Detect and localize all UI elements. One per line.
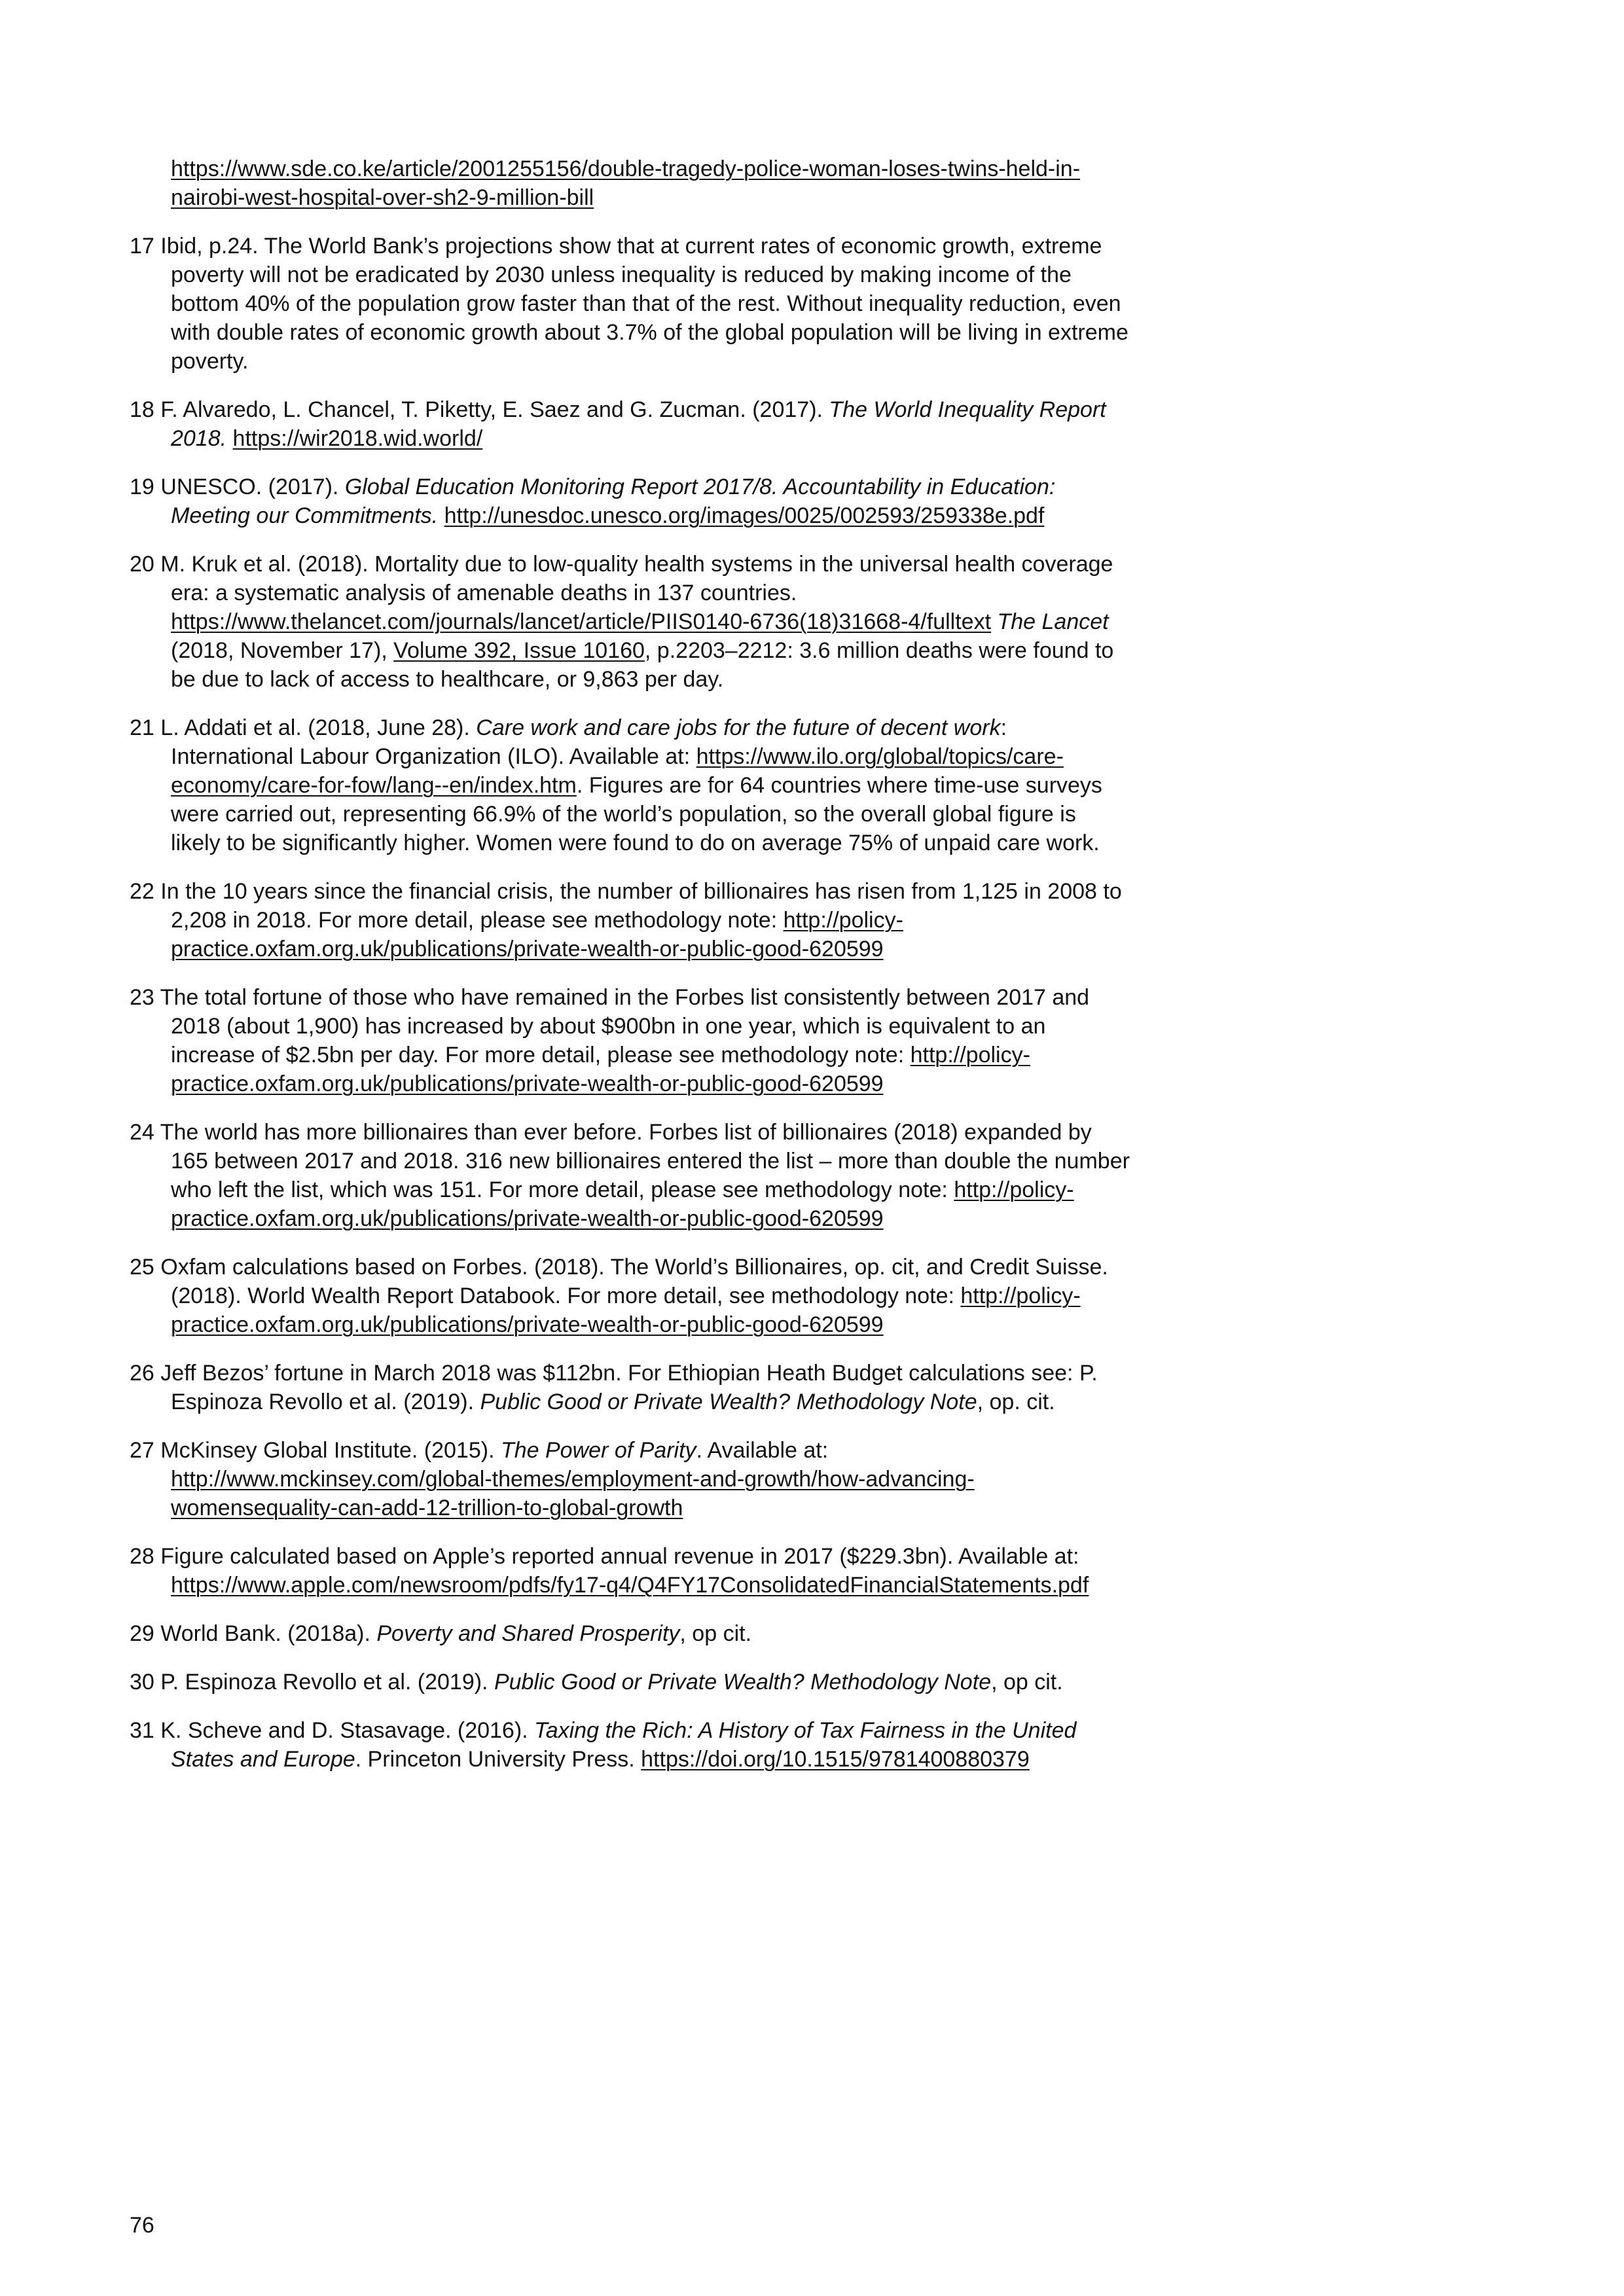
endnote-link[interactable]: Volume 392, Issue 10160 — [393, 638, 645, 663]
endnote-link[interactable]: https://doi.org/10.1515/9781400880379 — [641, 1747, 1030, 1772]
endnote-title: The World Inequality Report 2018. — [171, 397, 1106, 451]
endnote-number: 17 — [130, 234, 154, 259]
endnote-title: Public Good or Private Wealth? Methodology Note — [494, 1670, 992, 1695]
page-number: 76 — [130, 2213, 154, 2238]
endnote-text: Oxfam calculations based on Forbes. (2018). The World’s Billionaires, op. cit, and Credit Suisse. (2018). World Wealth Report Databook. For more detail, see methodology note: — [160, 1255, 1108, 1308]
endnote-number: 28 — [130, 1544, 154, 1569]
endnote-text: The total fortune of those who have remained in the Forbes list consistently between 2017 and 2018 (about 1,900) has increased by about $900bn in one year, which is equivalent to an increase of $2.5bn per day. For more detail, please see methodology note: — [160, 985, 1090, 1067]
endnote-title: Global Education Monitoring Report 2017/8. Accountability in Education: Meeting our Commitments. — [171, 475, 1056, 528]
endnote-title: Poverty and Shared Prosperity — [376, 1621, 680, 1646]
endnote — [130, 877, 1131, 963]
endnote — [130, 1542, 1131, 1600]
endnote-title: The Lancet — [997, 609, 1109, 634]
endnote-text: . Available at: — [696, 1438, 829, 1463]
endnote-number: 23 — [130, 985, 154, 1010]
endnote-text: (2018, November 17), — [171, 638, 394, 663]
endnote — [130, 232, 1131, 376]
endnote-title: Care work and care jobs for the future of decent work — [476, 715, 1001, 740]
endnote-title: Taxing the Rich: A History of Tax Fairness in the United States and Europe — [171, 1718, 1077, 1772]
endnote-link[interactable]: https://www.ilo.org/global/topics/care-economy/care-for-fow/lang--en/index.htm — [171, 744, 1064, 798]
endnote-text: McKinsey Global Institute. (2015). — [160, 1438, 501, 1463]
endnote — [130, 395, 1131, 453]
endnote — [130, 1436, 1131, 1522]
endnote-number: 29 — [130, 1621, 154, 1646]
endnote-link[interactable]: https://www.sde.co.ke/article/2001255156/double-tragedy-police-woman-loses-twins-held-in-nairobi-west-hospital-over-sh2-9-million-bill — [171, 156, 1081, 210]
endnote-number: 27 — [130, 1438, 154, 1463]
endnote-link[interactable]: http://www.mckinsey.com/global-themes/employment-and-growth/how-advancing-womensequality-can-add-12-trillion-to-global-growth — [171, 1467, 975, 1520]
endnote-text: P. Espinoza Revollo et al. (2019). — [160, 1670, 494, 1695]
endnote-link[interactable]: https://wir2018.wid.world/ — [232, 426, 483, 451]
endnote-title: The Power of Parity — [500, 1438, 696, 1463]
endnote-link[interactable]: http://policy-practice.oxfam.org.uk/publications/private-wealth-or-public-good-620599 — [171, 1043, 1030, 1096]
endnote-text: : International Labour Organization (ILO). Available at: — [171, 715, 1007, 769]
endnote-link[interactable]: http://policy-practice.oxfam.org.uk/publications/private-wealth-or-public-good-620599 — [171, 1283, 1081, 1337]
endnote-link[interactable]: http://policy-practice.oxfam.org.uk/publications/private-wealth-or-public-good-620599 — [171, 1177, 1074, 1231]
endnote — [130, 1359, 1131, 1416]
endnotes-list — [130, 154, 1131, 1793]
endnote-number: 21 — [130, 715, 154, 740]
endnote-number: 31 — [130, 1718, 154, 1743]
endnote-text: The world has more billionaires than ever before. Forbes list of billionaires (2018) expanded by 165 between 2017 and 2018. 316 new billionaires entered the list – more than double the number who left the list, which was 151. For more detail, please see methodology note: — [160, 1120, 1130, 1202]
endnote-text: UNESCO. (2017). — [160, 475, 345, 499]
endnote-number: 20 — [130, 552, 154, 577]
endnote-number: 22 — [130, 879, 154, 904]
endnote-text: . Princeton University Press. — [355, 1747, 641, 1772]
endnote-number: 19 — [130, 475, 154, 499]
endnote-link[interactable]: https://www.apple.com/newsroom/pdfs/fy17-q4/Q4FY17ConsolidatedFinancialStatements.pdf — [171, 1573, 1089, 1598]
endnote-text: Jeff Bezos’ fortune in March 2018 was $112bn. For Ethiopian Heath Budget calculations see: P. Espinoza Revollo et al. (2019). — [160, 1361, 1098, 1414]
endnote-number: 25 — [130, 1255, 154, 1280]
endnote-text: , p.2203–2212: 3.6 million deaths were found to be due to lack of access to healthcare, or 9,863 per day. — [171, 638, 1114, 692]
endnote — [130, 1253, 1131, 1339]
endnote-text: L. Addati et al. (2018, June 28). — [160, 715, 477, 740]
endnote-text — [438, 503, 444, 528]
endnote-text: Ibid, p.24. The World Bank’s projections show that at current rates of economic growth, extreme poverty will not be eradicated by 2030 unless inequality is reduced by making income of the bottom 40% of the population grow faster than that of the rest. Without inequality reduction, even with double rates of economic growth about 3.7% of the global population will be living in extreme poverty. — [160, 234, 1128, 374]
endnote-text: In the 10 years since the financial crisis, the number of billionaires has risen from 1,125 in 2008 to 2,208 in 2018. For more detail, please see methodology note: — [160, 879, 1122, 933]
endnote — [130, 154, 1131, 212]
endnote-number: 30 — [130, 1670, 154, 1695]
endnote-title: Public Good or Private Wealth? Methodology Note — [480, 1390, 977, 1414]
endnote-text: K. Scheve and D. Stasavage. (2016). — [160, 1718, 535, 1743]
endnote — [130, 713, 1131, 857]
endnote-link[interactable]: https://www.thelancet.com/journals/lancet/article/PIIS0140-6736(18)31668-4/fulltext — [171, 609, 992, 634]
endnote-number: 24 — [130, 1120, 154, 1145]
endnote-number: 18 — [130, 397, 154, 422]
endnote-number: 26 — [130, 1361, 154, 1386]
endnote — [130, 1619, 1131, 1648]
endnote — [130, 1118, 1131, 1233]
endnote — [130, 1716, 1131, 1774]
endnote — [130, 1668, 1131, 1696]
endnote-text: , op cit. — [991, 1670, 1063, 1695]
endnote-text — [226, 426, 232, 451]
endnote — [130, 983, 1131, 1098]
endnote-text: M. Kruk et al. (2018). Mortality due to low-quality health systems in the universal health coverage era: a systematic analysis of amenable deaths in 137 countries. — [160, 552, 1113, 605]
endnote — [130, 550, 1131, 694]
endnote-link[interactable]: http://unesdoc.unesco.org/images/0025/002593/259338e.pdf — [444, 503, 1045, 528]
endnote-text: . Figures are for 64 countries where time-use surveys were carried out, representing 66.9% of the world’s population, so the overall global figure is likely to be significantly higher. Women were found to do on average 75% of unpaid care work. — [171, 773, 1102, 855]
endnote-text: , op cit. — [679, 1621, 752, 1646]
endnote-text: Figure calculated based on Apple’s reported annual revenue in 2017 ($229.3bn). Available at: — [160, 1544, 1079, 1569]
endnote-text: F. Alvaredo, L. Chancel, T. Piketty, E. Saez and G. Zucman. (2017). — [160, 397, 829, 422]
endnote-text: World Bank. (2018a). — [160, 1621, 377, 1646]
endnote — [130, 473, 1131, 530]
endnote-text: , op. cit. — [977, 1390, 1055, 1414]
endnote-link[interactable]: http://policy-practice.oxfam.org.uk/publications/private-wealth-or-public-good-620599 — [171, 908, 903, 961]
